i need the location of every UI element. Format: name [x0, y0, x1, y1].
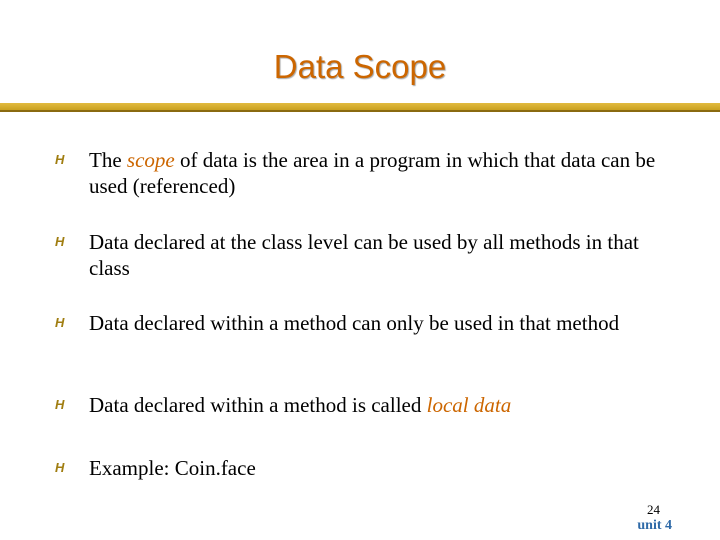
bullet-text: Example: Coin.face [89, 456, 256, 480]
bullet-text [89, 147, 682, 199]
bullet-text-part: of data is the area in a program in which that data can be used (referenced) [89, 148, 656, 198]
bullet-text [89, 392, 682, 418]
bullet-text: Data declared at the class level can be used by all methods in that class [89, 230, 639, 280]
unit-label: unit 4 [637, 518, 672, 533]
highlighted-term: scope [126, 148, 175, 172]
bullet-icon: H [55, 315, 65, 330]
bullet-item-example [55, 455, 682, 481]
bullet-icon: H [55, 152, 65, 167]
highlighted-term: local data [426, 393, 512, 417]
bullet-icon: H [55, 460, 65, 475]
slide-title: Data Scope [273, 48, 447, 85]
bullet-item-scope [55, 147, 682, 199]
bullet-text-part: Data declared within a method is called [89, 393, 427, 417]
bullet-item-class-level [55, 229, 682, 281]
bullet-item-method-level [55, 310, 682, 336]
bullet-text-part: The [89, 148, 127, 172]
bullet-item-local-data [55, 392, 682, 418]
bullet-text: Data declared within a method can only be used in that method [89, 311, 620, 335]
bullet-icon: H [55, 234, 65, 249]
bullet-icon: H [55, 397, 65, 412]
page-number: 24 [647, 502, 660, 517]
